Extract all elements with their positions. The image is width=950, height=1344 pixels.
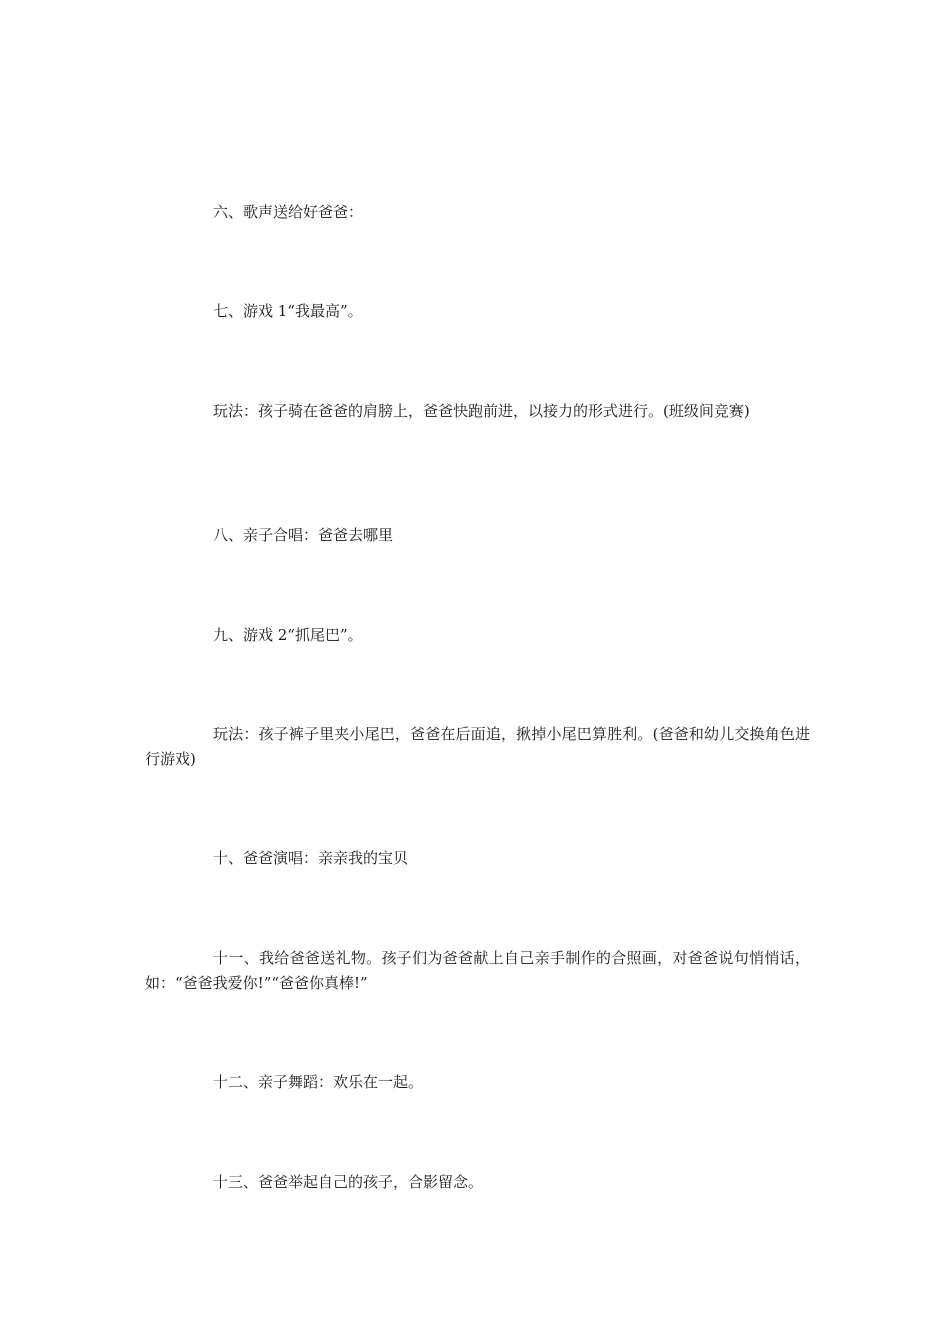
section-eleven-paragraph: 十一、我给爸爸送礼物。孩子们为爸爸献上自己亲手制作的合照画，对爸爸说句悄悄话，如：“爸爸我爱你!”“爸爸你真棒!” [145,949,810,992]
section-six-heading: 六、歌声送给好爸爸： [213,203,364,221]
section-twelve-heading: 十二、亲子舞蹈：欢乐在一起。 [213,1073,424,1091]
section-thirteen-heading: 十三、爸爸举起自己的孩子，合影留念。 [213,1173,484,1191]
section-ten-heading: 十、爸爸演唱：亲亲我的宝贝 [213,849,409,867]
section-nine-heading: 九、游戏 2“抓尾巴”。 [213,626,363,644]
game-one-rules-paragraph: 玩法：孩子骑在爸爸的肩膀上，爸爸快跑前进，以接力的形式进行。(班级间竞赛) [213,402,750,420]
game-two-rules-paragraph: 玩法：孩子裤子里夹小尾巴，爸爸在后面追，揪掉小尾巴算胜利。(爸爸和幼儿交换角色进行游戏) [145,725,810,768]
section-seven-heading: 七、游戏 1“我最高”。 [213,302,363,320]
section-eight-heading: 八、亲子合唱：爸爸去哪里 [213,526,394,544]
